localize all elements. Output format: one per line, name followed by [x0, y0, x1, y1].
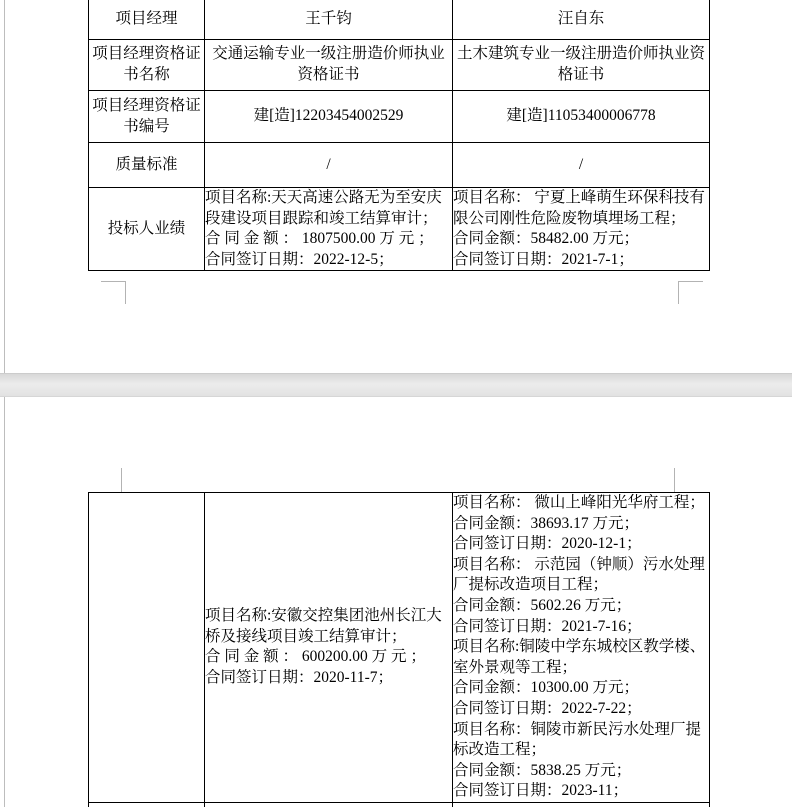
text-line: 合同金额：10300.00 万元；: [453, 679, 640, 697]
text-line: 项目名称： 微山上峰阳光华府工程；: [453, 494, 705, 511]
text-line: 格证书: [557, 66, 605, 83]
text-line: 合同签订日期：2022-7-22；: [453, 699, 642, 717]
margin-corner-mark-top-right: [674, 468, 675, 492]
text-line: 项目经理资格证: [92, 96, 201, 114]
text-line: 厂提标改造项目工程；: [453, 576, 609, 594]
table-row-project-manager: [89, 0, 710, 40]
row-label-empty: [89, 493, 205, 803]
text-line: 土木建筑专业一级注册造价师执业资: [456, 45, 705, 63]
cell-performance-continued-2: [453, 493, 710, 803]
text-line: 项目名称:安徽交控集团池州长江大: [205, 607, 442, 625]
table-row-bidder-performance: [89, 188, 710, 271]
text-line: 室外景观等工程；: [453, 658, 578, 676]
text-line: 交通运输专业一级注册造价师执业: [212, 45, 445, 63]
table-row-certificate-name: [89, 40, 710, 91]
cell-bidder-performance-1: [205, 188, 453, 271]
cell-certificate-name-2: [453, 40, 710, 91]
text-line: 书名称: [123, 66, 170, 83]
row-label-certificate-number: [89, 91, 205, 143]
text-line: 合同金额：38693.17 万元；: [453, 514, 640, 532]
cell-project-manager-2: 汪自东: [453, 0, 710, 40]
table-row-bidder-performance-continued: [89, 493, 710, 803]
cell-certificate-number-2: 建[造]11053400006778: [453, 91, 710, 143]
text-line: 项目经理资格证: [92, 45, 201, 63]
cell-performance-continued-1: [205, 493, 453, 803]
margin-corner-mark-top-left: [121, 468, 122, 492]
text-line: 合同金额：5602.26 万元；: [453, 596, 632, 614]
text-line: 合同签订日期：2023-11；: [453, 782, 629, 800]
text-line: 书编号: [123, 117, 170, 135]
row-label-project-manager: 项目经理: [89, 0, 205, 40]
text-line: 段建设项目跟踪和竣工结算审计；: [205, 209, 438, 227]
text-line: 桥及接线项目竣工结算审计；: [205, 627, 407, 645]
row-label-certificate-name: [89, 40, 205, 91]
table-row-quality-standard: [89, 143, 710, 188]
text-line: 合同签订日期：2021-7-1；: [453, 250, 634, 268]
margin-corner-mark-bottom-right: [678, 281, 703, 304]
table-row-certificate-number: [89, 91, 710, 143]
cell-clipped-2: [205, 802, 453, 807]
table-row-next-clipped: [89, 802, 710, 807]
cell-clipped-1: [89, 802, 205, 807]
cell-certificate-number-1: 建[造]12203454002529: [205, 91, 453, 143]
cell-quality-standard-1: /: [205, 143, 453, 188]
text-line: 项目名称： 示范园（钟顺）污水处理: [453, 555, 705, 573]
document-page-2[interactable]: [4, 397, 792, 807]
text-line: 标改造工程；: [453, 741, 547, 759]
text-line: 项目名称：铜陵市新民污水处理厂提: [453, 720, 702, 738]
text-line: 合同签订日期：2020-11-7；: [205, 669, 393, 687]
row-label-quality-standard: 质量标准: [89, 143, 205, 188]
margin-corner-mark-bottom-left: [101, 281, 126, 304]
text-line: 合同签订日期：2020-12-1；: [453, 535, 642, 553]
cell-project-manager-1: 王千钧: [205, 0, 453, 40]
text-line: 项目名称:铜陵中学东城校区教学楼、: [453, 638, 706, 656]
text-line: 项目名称:天天高速公路无为至安庆: [205, 189, 442, 206]
text-line: 合同签订日期：2021-7-16；: [453, 617, 642, 635]
text-line: 资格证书: [297, 66, 360, 83]
cell-certificate-name-1: [205, 40, 453, 91]
cell-quality-standard-2: /: [453, 143, 710, 188]
text-line: 合 同 金 额 ： 600200.00 万 元 ；: [205, 648, 426, 666]
page-break-gap: [0, 373, 792, 397]
bid-info-table-page2: [88, 492, 710, 807]
text-line: 项目名称： 宁夏上峰萌生环保科技有: [453, 189, 705, 206]
cell-bidder-performance-2: [453, 188, 710, 271]
text-line: 合同金额：58482.00 万元；: [453, 230, 640, 248]
text-line: 限公司刚性危险废物填埋场工程；: [453, 209, 686, 227]
text-line: 合同金额：5838.25 万元；: [453, 761, 632, 779]
text-line: 合 同 金 额 ： 1807500.00 万 元 ；: [205, 230, 434, 248]
row-label-bidder-performance: 投标人业绩: [89, 188, 205, 271]
bid-info-table-page1: [88, 0, 710, 271]
document-page-1[interactable]: [4, 0, 792, 373]
text-line: 合同签订日期：2022-12-5；: [205, 250, 394, 268]
cell-clipped-3: [453, 802, 710, 807]
